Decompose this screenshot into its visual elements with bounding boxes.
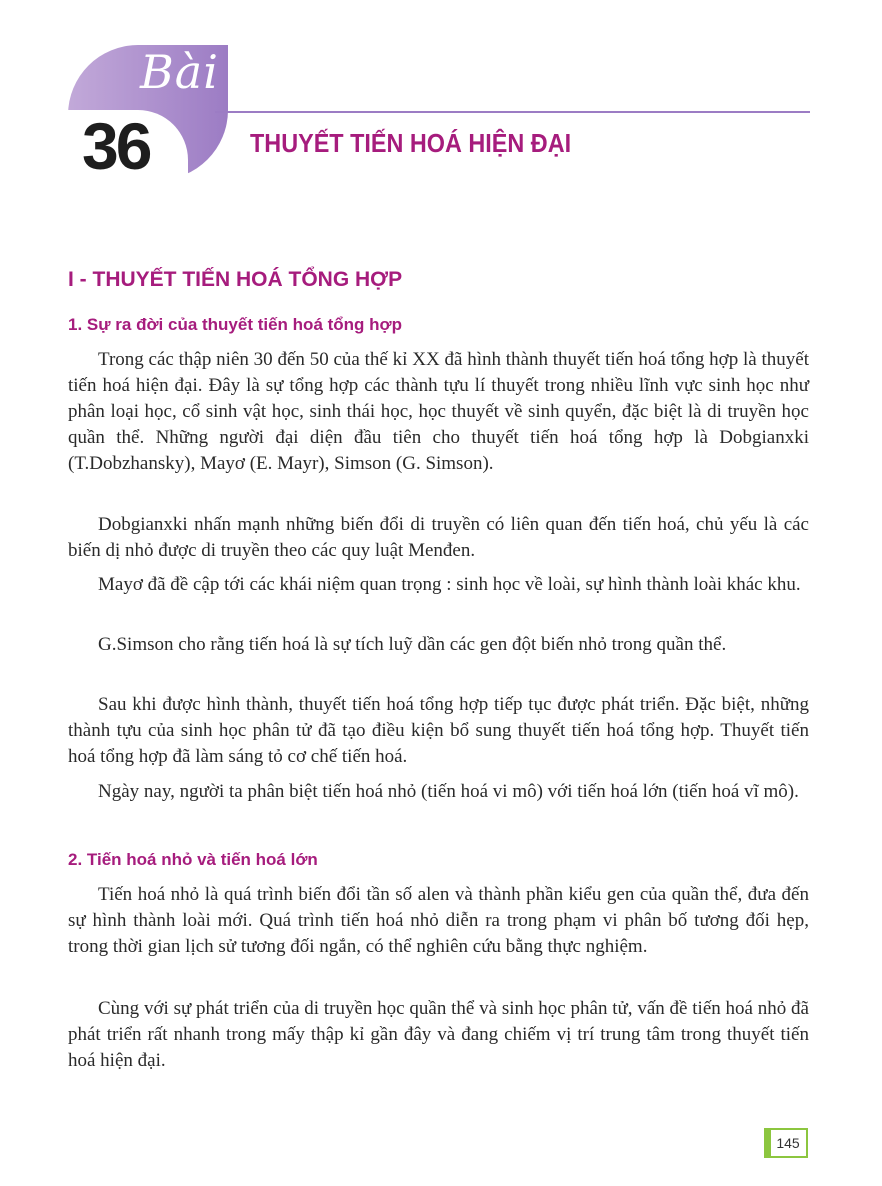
section-heading: I - THUYẾT TIẾN HOÁ TỔNG HỢP [68, 268, 403, 291]
page-number: 145 [768, 1128, 808, 1158]
paragraph: Dobgianxki nhấn mạnh những biến đổi di truyền có liên quan đến tiến hoá, chủ yếu là các biến dị nhỏ được di truyền theo các quy luật Menđen. [68, 514, 809, 561]
title-rule [215, 111, 810, 113]
paragraph: Cùng với sự phát triển của di truyền học quần thể và sinh học phân tử, vấn đề tiến hoá nhỏ đã phát triển rất nhanh trong mấy thập kỉ gần đây và đang chiếm vị trí trung tâm trong thuyết tiến hoá hiện đại. [68, 998, 809, 1071]
subsection-1-heading: 1. Sự ra đời của thuyết tiến hoá tổng hợp [68, 315, 403, 334]
paragraph: Sau khi được hình thành, thuyết tiến hoá tổng hợp tiếp tục được phát triển. Đặc biệt, những thành tựu của sinh học phân tử đã tạo điều kiện bổ sung thuyết tiến hoá tổng hợp. Thuyết tiến hoá tổng hợp đã làm sáng tỏ cơ chế tiến hoá. [68, 694, 809, 767]
lesson-word: Bài [140, 45, 219, 99]
paragraph: G.Simson cho rằng tiến hoá là sự tích luỹ dần các gen đột biến nhỏ trong quần thể. [98, 634, 727, 655]
paragraph: Trong các thập niên 30 đến 50 của thế kỉ XX đã hình thành thuyết tiến hoá tổng hợp là thuyết tiến hoá hiện đại. Đây là sự tổng hợp các thành tựu lí thuyết trong nhiều lĩnh vực sinh học như phân loại học, cổ sinh vật học, sinh thái học, học thuyết về sinh quyển, đặc biệt là di truyền học quần thể. Những người đại diện đầu tiên cho thuyết tiến hoá tổng hợp là Dobgianxki (T.Dobzhansky), Mayơ (E. Mayr), Simson (G. Simson). [68, 349, 809, 474]
paragraph: Mayơ đã đề cập tới các khái niệm quan trọng : sinh học về loài, sự hình thành loài khác khu. [98, 574, 801, 595]
lesson-title: THUYẾT TIẾN HOÁ HIỆN ĐẠI [250, 128, 572, 158]
paragraph: Ngày nay, người ta phân biệt tiến hoá nhỏ (tiến hoá vi mô) với tiến hoá lớn (tiến hoá vĩ mô). [98, 781, 799, 802]
paragraph: Tiến hoá nhỏ là quá trình biến đổi tần số alen và thành phần kiểu gen của quần thể, đưa đến sự hình thành loài mới. Quá trình tiến hoá nhỏ diễn ra trong phạm vi phân bố tương đối hẹp, trong thời gian lịch sử tương đối ngắn, có thể nghiên cứu bằng thực nghiệm. [68, 884, 809, 957]
subsection-2-heading: 2. Tiến hoá nhỏ và tiến hoá lớn [68, 850, 318, 869]
lesson-number: 36 [82, 109, 150, 183]
